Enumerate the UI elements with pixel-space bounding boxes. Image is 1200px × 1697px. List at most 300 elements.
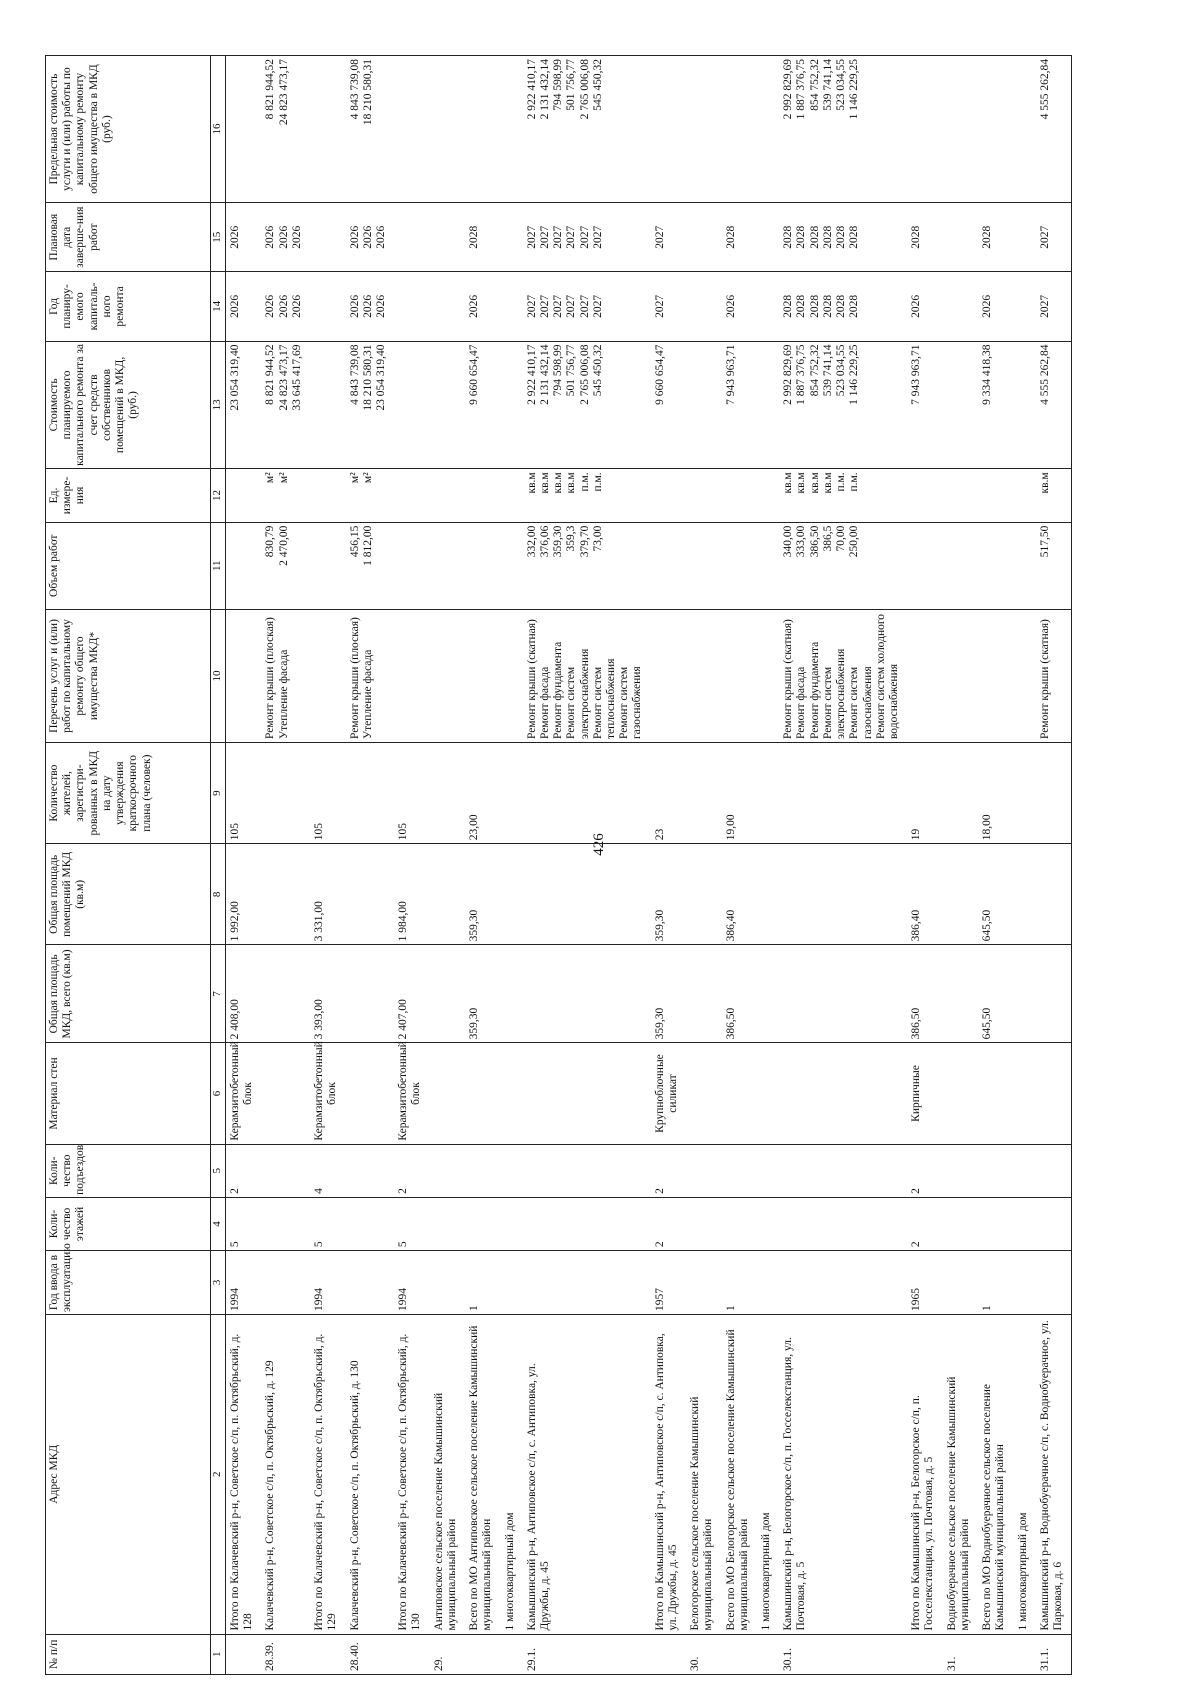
completion-date-line: 2026 — [277, 225, 290, 249]
wall-material-cell — [394, 1043, 429, 1144]
work-volume-cell — [261, 522, 310, 609]
commission-year-cell — [779, 1251, 907, 1315]
total-area-cell — [757, 945, 779, 1043]
works-list-line: Ремонт фундамента — [808, 641, 821, 740]
total-area-cell — [779, 945, 907, 1043]
floors-cell — [226, 1197, 262, 1250]
planned-cost-cell — [1014, 341, 1036, 469]
max-cost-line: 2 131 432,14 — [538, 59, 551, 120]
planned-cost-line: 545 450,32 — [591, 344, 604, 397]
address-cell — [943, 1315, 978, 1635]
work-volume-line: 340,00 — [782, 525, 795, 558]
total-area-cell — [310, 945, 345, 1043]
commission-year-cell — [651, 1251, 686, 1315]
max-cost-cell — [226, 56, 262, 203]
row-number-text: 31. — [945, 1656, 958, 1671]
total-area-cell — [501, 945, 523, 1043]
premises-area-cell — [686, 844, 721, 945]
planned-cost-line: 501 756,77 — [565, 344, 578, 397]
work-volume-cell — [651, 522, 686, 609]
planned-cost-cell — [346, 341, 395, 469]
header-row — [46, 56, 211, 1675]
unit-cell — [722, 469, 757, 522]
total-area-cell — [465, 945, 500, 1043]
completion-date-cell — [465, 203, 500, 272]
premises-area-cell — [430, 844, 465, 945]
unit-cell — [943, 469, 978, 522]
completion-date-cell — [779, 203, 907, 272]
works-list-line: Ремонт фасада — [538, 666, 551, 740]
max-cost-line: 539 741,14 — [821, 59, 834, 111]
planned-cost-cell — [501, 341, 523, 469]
total-area-text: 2 408,00 — [229, 999, 241, 1040]
repair-year-line: 2026 — [361, 294, 374, 318]
max-cost-cell — [722, 56, 757, 203]
max-cost-cell — [346, 56, 395, 203]
work-volume-cell — [1036, 522, 1072, 609]
entrances-cell — [907, 1144, 942, 1197]
commission-year-text: 1994 — [313, 1288, 326, 1311]
unit-cell — [686, 469, 721, 522]
planned-cost-cell — [722, 341, 757, 469]
completion-date-cell — [757, 203, 779, 272]
premises-area-cell — [779, 844, 907, 945]
residents-cell — [722, 743, 757, 844]
residents-cell — [261, 743, 310, 844]
address-text: 1 многоквартирный дом — [1016, 1512, 1029, 1631]
total-area-cell — [430, 945, 465, 1043]
entrances-cell — [523, 1144, 651, 1197]
entrances-cell — [978, 1144, 1013, 1197]
work-volume-line: 73,00 — [591, 525, 604, 552]
repair-year-cell — [722, 272, 757, 341]
repair-year-cell — [346, 272, 395, 341]
entrances-cell — [226, 1144, 262, 1197]
entrances-cell — [686, 1144, 721, 1197]
work-volume-cell — [226, 522, 262, 609]
floors-cell — [465, 1197, 500, 1250]
column-header-4: Коли-чество этажей — [46, 1197, 211, 1250]
unit-line: кв.м — [782, 472, 795, 494]
completion-date-line: 2028 — [821, 225, 834, 249]
entrances-cell — [501, 1144, 523, 1197]
completion-date-cell — [1036, 203, 1072, 272]
planned-cost-line: 4 555 262,84 — [1038, 344, 1051, 405]
column-number-6: 6 — [211, 1043, 226, 1144]
completion-date-line: 2028 — [795, 225, 808, 249]
floors-text: 5 — [397, 1241, 410, 1248]
table-row — [757, 56, 779, 1675]
total-area-cell — [261, 945, 310, 1043]
planned-cost-line: 24 823 473,17 — [277, 344, 290, 411]
table-row — [779, 56, 907, 1675]
completion-date-line: 2027 — [653, 225, 666, 249]
repair-year-line: 2026 — [724, 294, 737, 318]
repair-year-line: 2027 — [653, 294, 666, 318]
column-header-8: Общая площадь помещений МКД (кв.м) — [46, 844, 211, 945]
row-number-cell — [310, 1634, 345, 1674]
entrances-text: 2 — [229, 1188, 241, 1194]
commission-year-cell — [394, 1251, 429, 1315]
planned-cost-line: 1 887 376,75 — [795, 344, 808, 405]
wall-material-text: Кирпичные — [910, 1065, 923, 1122]
repair-year-cell — [943, 272, 978, 341]
planned-cost-line: 794 598,99 — [552, 344, 565, 397]
residents-text: 105 — [229, 822, 241, 841]
repair-year-cell — [757, 272, 779, 341]
column-number-14: 14 — [211, 272, 226, 341]
residents-cell — [523, 743, 651, 844]
entrances-cell — [465, 1144, 500, 1197]
premises-area-cell — [465, 844, 500, 945]
max-cost-line: 1 887 376,75 — [795, 59, 808, 120]
table-row — [501, 56, 523, 1675]
unit-cell — [523, 469, 651, 522]
planned-cost-line: 2 922 410,17 — [525, 344, 538, 405]
work-volume-cell — [430, 522, 465, 609]
works-list-line: Ремонт фасада — [795, 666, 808, 740]
repair-year-line: 2027 — [565, 294, 578, 318]
max-cost-cell — [779, 56, 907, 203]
column-header-1: № п/п — [46, 1634, 211, 1674]
wall-material-cell — [523, 1043, 651, 1144]
premises-area-cell — [226, 844, 262, 945]
unit-cell — [1014, 469, 1036, 522]
unit-cell — [465, 469, 500, 522]
work-volume-line: 386,50 — [808, 525, 821, 558]
total-area-text: 645,50 — [981, 1007, 994, 1040]
residents-cell — [779, 743, 907, 844]
unit-line: кв.м — [808, 472, 821, 494]
works-list-cell — [310, 609, 345, 742]
repair-year-line: 2028 — [782, 294, 795, 318]
table-row — [430, 56, 465, 1675]
residents-text: 19 — [910, 828, 923, 841]
floors-cell — [757, 1197, 779, 1250]
work-volume-cell — [501, 522, 523, 609]
commission-year-cell — [1036, 1251, 1072, 1315]
max-cost-line: 794 598,99 — [552, 59, 565, 111]
works-list-cell — [722, 609, 757, 742]
planned-cost-line: 9 660 654,47 — [468, 344, 481, 405]
row-number-cell — [226, 1634, 262, 1674]
residents-text: 19,00 — [724, 814, 737, 841]
entrances-cell — [943, 1144, 978, 1197]
address-cell — [651, 1315, 686, 1635]
repair-year-cell — [978, 272, 1013, 341]
work-volume-cell — [394, 522, 429, 609]
planned-cost-cell — [779, 341, 907, 469]
work-volume-cell — [686, 522, 721, 609]
floors-cell — [501, 1197, 523, 1250]
works-list-cell — [1014, 609, 1036, 742]
planned-cost-line: 539 741,14 — [821, 344, 834, 397]
unit-line: кв.м — [565, 472, 578, 494]
wall-material-cell — [978, 1043, 1013, 1144]
commission-year-cell — [978, 1251, 1013, 1315]
address-text: Камышинский р-н, Воднобуерачное с/п, с. Воднобуерачное, ул. Парковая, д. 6 — [1038, 1320, 1064, 1631]
works-list-line: Ремонт систем холодного водоснабжения — [874, 613, 900, 740]
max-cost-line: 24 823 473,17 — [277, 59, 290, 126]
rotated-table-container — [45, 55, 1155, 1675]
residents-cell — [310, 743, 345, 844]
total-area-cell — [686, 945, 721, 1043]
repair-year-line: 2028 — [848, 294, 861, 318]
max-cost-line: 501 756,77 — [565, 59, 578, 111]
repair-year-line: 2027 — [538, 294, 551, 318]
repair-year-line: 2026 — [374, 294, 387, 318]
completion-date-line: 2028 — [782, 225, 795, 249]
column-number-7: 7 — [211, 945, 226, 1043]
repair-year-cell — [310, 272, 345, 341]
work-volume-line: 517,50 — [1038, 525, 1051, 558]
unit-cell — [1036, 469, 1072, 522]
address-cell — [907, 1315, 942, 1635]
repair-year-line: 2026 — [290, 294, 303, 318]
max-cost-line: 4 555 262,84 — [1038, 59, 1051, 120]
residents-cell — [430, 743, 465, 844]
unit-cell — [501, 469, 523, 522]
row-number-cell — [501, 1634, 523, 1674]
residents-cell — [943, 743, 978, 844]
row-number-cell — [686, 1634, 721, 1674]
planned-cost-line: 7 943 963,71 — [910, 344, 923, 405]
planned-cost-line: 33 645 417,69 — [290, 344, 303, 411]
works-list-cell — [465, 609, 500, 742]
max-cost-line: 523 034,55 — [835, 59, 848, 111]
address-text: Всего по МО Белогорское сельское поселение Камышинский муниципальный район — [724, 1329, 750, 1631]
column-header-16: Предельная стоимость услуги и (или) работы по капитальному ремонту общего имущества в МКД (руб.) — [46, 56, 211, 203]
column-number-9: 9 — [211, 743, 226, 844]
repair-year-cell — [465, 272, 500, 341]
floors-cell — [346, 1197, 395, 1250]
floors-cell — [978, 1197, 1013, 1250]
address-cell — [394, 1315, 429, 1635]
column-number-5: 5 — [211, 1144, 226, 1197]
completion-date-line: 2027 — [591, 225, 604, 249]
work-volume-cell — [907, 522, 942, 609]
work-volume-line: 359,30 — [552, 525, 565, 558]
column-number-1: 1 — [211, 1634, 226, 1674]
table-row — [394, 56, 429, 1675]
premises-area-cell — [523, 844, 651, 945]
commission-year-text: 1994 — [397, 1288, 410, 1311]
premises-area-cell — [722, 844, 757, 945]
works-list-line: Ремонт крыши (скатная) — [1038, 619, 1051, 740]
unit-line: м² — [361, 472, 374, 484]
wall-material-cell — [465, 1043, 500, 1144]
unit-line: п.м. — [835, 472, 848, 492]
premises-area-cell — [310, 844, 345, 945]
unit-cell — [651, 469, 686, 522]
premises-area-cell — [1036, 844, 1072, 945]
premises-area-cell — [346, 844, 395, 945]
max-cost-cell — [430, 56, 465, 203]
max-cost-cell — [394, 56, 429, 203]
address-cell — [686, 1315, 721, 1635]
work-volume-line: 1 812,00 — [361, 525, 374, 566]
commission-year-cell — [465, 1251, 500, 1315]
column-number-8: 8 — [211, 844, 226, 945]
unit-cell — [226, 469, 262, 522]
table-row — [310, 56, 345, 1675]
floors-cell — [651, 1197, 686, 1250]
total-area-cell — [1036, 945, 1072, 1043]
max-cost-line: 854 752,32 — [808, 59, 821, 111]
planned-cost-cell — [943, 341, 978, 469]
works-list-line: Ремонт фундамента — [552, 641, 565, 740]
commission-year-cell — [686, 1251, 721, 1315]
work-volume-line: 250,00 — [848, 525, 861, 558]
repair-year-cell — [1036, 272, 1072, 341]
residents-cell — [757, 743, 779, 844]
row-number-cell — [978, 1634, 1013, 1674]
unit-cell — [346, 469, 395, 522]
max-cost-line: 2 922 410,17 — [525, 59, 538, 120]
table-row — [722, 56, 757, 1675]
unit-cell — [310, 469, 345, 522]
entrances-cell — [310, 1144, 345, 1197]
wall-material-cell — [779, 1043, 907, 1144]
work-volume-line: 376,06 — [538, 525, 551, 558]
row-number-cell — [1036, 1634, 1072, 1674]
premises-area-text: 3 331,00 — [313, 901, 326, 942]
completion-date-cell — [394, 203, 429, 272]
floors-cell — [310, 1197, 345, 1250]
address-cell — [722, 1315, 757, 1635]
row-number-cell — [430, 1634, 465, 1674]
planned-cost-cell — [686, 341, 721, 469]
max-cost-line: 18 210 580,31 — [361, 59, 374, 126]
repair-year-line: 2026 — [910, 294, 923, 318]
completion-date-cell — [722, 203, 757, 272]
commission-year-cell — [261, 1251, 310, 1315]
row-number-text: 29. — [432, 1656, 445, 1671]
commission-year-cell — [523, 1251, 651, 1315]
repair-year-cell — [907, 272, 942, 341]
entrances-cell — [261, 1144, 310, 1197]
address-text: Воднобуерачное сельское поселение Камышинский муниципальный район — [945, 1376, 971, 1631]
row-number-text: 31.1. — [1038, 1648, 1051, 1671]
max-cost-line: 545 450,32 — [591, 59, 604, 111]
total-area-cell — [523, 945, 651, 1043]
commission-year-text: 1 — [724, 1305, 737, 1311]
planned-cost-cell — [430, 341, 465, 469]
work-volume-cell — [346, 522, 395, 609]
repair-year-cell — [430, 272, 465, 341]
completion-date-line: 2026 — [374, 225, 387, 249]
max-cost-cell — [310, 56, 345, 203]
address-text: 1 многоквартирный дом — [503, 1512, 516, 1631]
residents-cell — [907, 743, 942, 844]
column-header-5: Коли-чество подъездов — [46, 1144, 211, 1197]
planned-cost-line: 523 034,55 — [835, 344, 848, 397]
completion-date-cell — [430, 203, 465, 272]
column-number-13: 13 — [211, 341, 226, 469]
total-area-cell — [943, 945, 978, 1043]
premises-area-cell — [1014, 844, 1036, 945]
max-cost-cell — [465, 56, 500, 203]
planned-cost-cell — [1036, 341, 1072, 469]
works-list-cell — [686, 609, 721, 742]
premises-area-text: 359,30 — [653, 909, 666, 942]
table-row — [465, 56, 500, 1675]
residents-text: 23,00 — [468, 814, 481, 841]
repair-year-line: 2028 — [835, 294, 848, 318]
repair-year-line: 2026 — [981, 294, 994, 318]
total-area-cell — [978, 945, 1013, 1043]
works-list-line: Утепление фасада — [361, 649, 374, 740]
address-text: Белогорское сельское поселение Камышинский муниципальный район — [689, 1396, 715, 1631]
floors-cell — [907, 1197, 942, 1250]
works-list-line: Ремонт систем теплоснабжения — [591, 658, 618, 740]
premises-area-cell — [261, 844, 310, 945]
work-volume-cell — [779, 522, 907, 609]
unit-cell — [757, 469, 779, 522]
planned-cost-cell — [465, 341, 500, 469]
commission-year-cell — [346, 1251, 395, 1315]
floors-cell — [430, 1197, 465, 1250]
max-cost-cell — [523, 56, 651, 203]
planned-cost-line: 7 943 963,71 — [724, 344, 737, 405]
wall-material-cell — [757, 1043, 779, 1144]
address-text: Калачевский р-н, Советское с/п, п. Октябрьский, д. 130 — [348, 1360, 361, 1631]
planned-cost-cell — [907, 341, 942, 469]
column-header-15: Плановая дата заверше-ния работ — [46, 203, 211, 272]
premises-area-cell — [907, 844, 942, 945]
column-header-14: Год планиру-емого капиталь-ного ремонта — [46, 272, 211, 341]
column-header-3: Год ввода в эксплуатацию — [46, 1251, 211, 1315]
planned-cost-line: 8 821 944,52 — [264, 344, 277, 405]
floors-cell — [1036, 1197, 1072, 1250]
table-row — [523, 56, 651, 1675]
planned-cost-cell — [523, 341, 651, 469]
row-number-cell — [346, 1634, 395, 1674]
works-list-line: Утепление фасада — [277, 649, 290, 740]
repair-year-line: 2026 — [348, 294, 361, 318]
max-cost-cell — [686, 56, 721, 203]
unit-cell — [394, 469, 429, 522]
repair-year-line: 2026 — [277, 294, 290, 318]
planned-cost-cell — [310, 341, 345, 469]
unit-line: м² — [348, 472, 361, 484]
max-cost-cell — [978, 56, 1013, 203]
unit-line: кв.м — [795, 472, 808, 494]
work-volume-line: 70,00 — [835, 525, 848, 552]
completion-date-line: 2028 — [724, 225, 737, 249]
entrances-cell — [757, 1144, 779, 1197]
planned-cost-cell — [394, 341, 429, 469]
completion-date-line: 2026 — [229, 225, 241, 249]
completion-date-cell — [523, 203, 651, 272]
premises-area-cell — [978, 844, 1013, 945]
premises-area-cell — [943, 844, 978, 945]
completion-date-line: 2028 — [835, 225, 848, 249]
floors-cell — [261, 1197, 310, 1250]
planned-cost-line: 23 054 319,40 — [229, 344, 241, 411]
work-volume-cell — [757, 522, 779, 609]
wall-material-cell — [226, 1043, 262, 1144]
column-header-6: Материал стен — [46, 1043, 211, 1144]
table-row — [686, 56, 721, 1675]
planned-cost-line: 4 843 739,08 — [348, 344, 361, 405]
planned-cost-line: 23 054 319,40 — [374, 344, 387, 411]
works-list-cell — [430, 609, 465, 742]
commission-year-cell — [757, 1251, 779, 1315]
column-header-13: Стоимость планируемого капитального ремонта за счет средств собственников помещений в МКД, (руб.) — [46, 341, 211, 469]
repair-year-cell — [394, 272, 429, 341]
max-cost-line: 4 843 739,08 — [348, 59, 361, 120]
